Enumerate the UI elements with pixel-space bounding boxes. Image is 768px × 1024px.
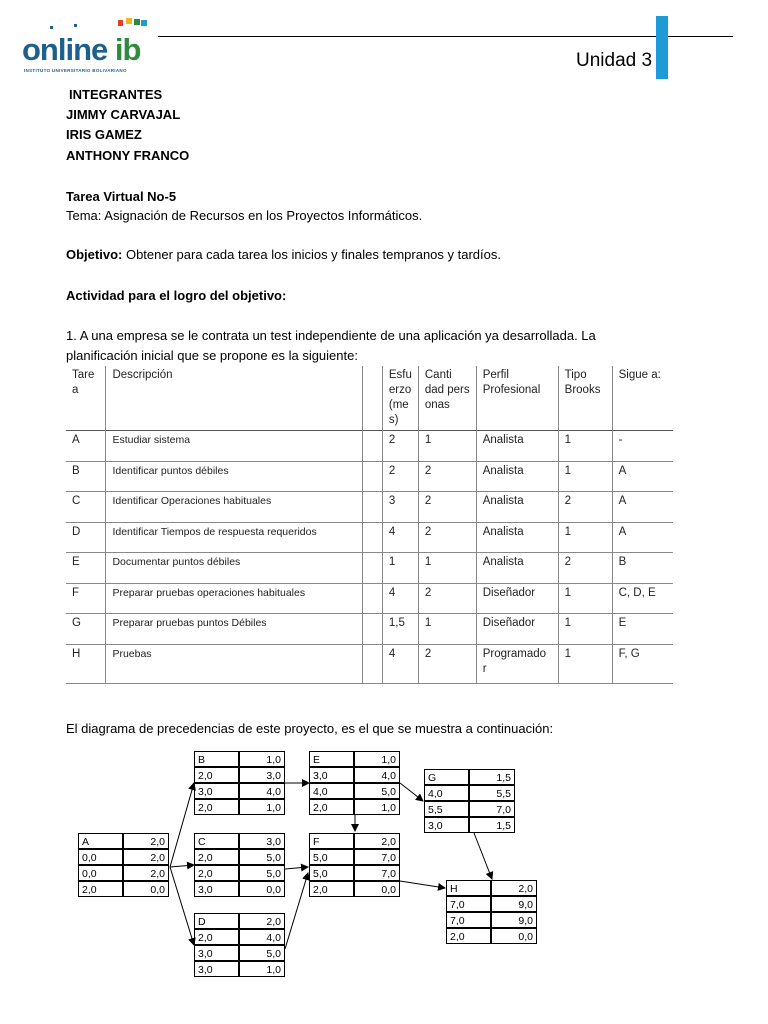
node-cell-dur: 3,0 bbox=[239, 833, 285, 849]
table-cell: 1 bbox=[558, 522, 612, 553]
table-cell: A bbox=[612, 522, 673, 553]
table-cell: Diseñador bbox=[476, 583, 558, 614]
header-cell bbox=[362, 366, 382, 431]
table-row bbox=[66, 553, 673, 584]
table-cell bbox=[362, 614, 382, 645]
table-row bbox=[66, 461, 673, 492]
node-cell-lf: 5,0 bbox=[239, 945, 285, 961]
table-cell: 1 bbox=[558, 614, 612, 645]
table-cell: Pruebas bbox=[106, 644, 362, 683]
table-cell: 1 bbox=[558, 644, 612, 683]
table-cell: 2 bbox=[382, 461, 418, 492]
node-cell-slack: 3,0 bbox=[194, 961, 239, 977]
node-cell-dur: 1,0 bbox=[239, 751, 285, 767]
table-cell: Documentar puntos débiles bbox=[106, 553, 362, 584]
table-cell: G bbox=[72, 617, 81, 629]
node-cell-ls: 3,0 bbox=[194, 945, 239, 961]
table-cell: - bbox=[612, 431, 673, 462]
table-cell: 1 bbox=[418, 614, 476, 645]
table-cell: 1,5 bbox=[382, 614, 418, 645]
table-cell: Preparar pruebas operaciones habituales bbox=[106, 583, 362, 614]
node-cell-id: C bbox=[194, 833, 239, 849]
table-header-row bbox=[66, 366, 673, 431]
node-cell-slack: 2,0 bbox=[194, 799, 239, 815]
task-title: Tarea Virtual No-5 bbox=[66, 189, 177, 204]
table-cell: Estudiar sistema bbox=[106, 431, 362, 462]
table-cell: 4 bbox=[382, 644, 418, 683]
node-cell-f: 0,0 bbox=[239, 881, 285, 897]
node-cell-slack: 2,0 bbox=[309, 799, 354, 815]
table-cell: D bbox=[72, 525, 81, 538]
activity-node-d bbox=[194, 913, 285, 977]
node-cell-ls: 2,0 bbox=[194, 865, 239, 881]
node-cell-ls: 0,0 bbox=[78, 865, 123, 881]
activity-node-a bbox=[78, 833, 169, 897]
table-row bbox=[66, 614, 673, 645]
table-cell: 2 bbox=[558, 492, 612, 523]
activity-node-h bbox=[446, 880, 537, 944]
header-cell: Tipo Brooks bbox=[558, 366, 612, 431]
node-cell-ef: 7,0 bbox=[354, 849, 400, 865]
table-cell: 1 bbox=[382, 553, 418, 584]
table-cell: 4 bbox=[382, 522, 418, 553]
table-cell bbox=[362, 461, 382, 492]
table-cell bbox=[362, 522, 382, 553]
node-cell-dur: 2,0 bbox=[239, 913, 285, 929]
table-cell: 2 bbox=[418, 583, 476, 614]
table-row bbox=[66, 583, 673, 614]
table-cell: C, D, E bbox=[612, 583, 673, 614]
edge-d-f bbox=[285, 873, 308, 949]
node-cell-dur: 1,0 bbox=[354, 751, 400, 767]
node-cell-slack: 3,0 bbox=[424, 817, 469, 833]
table-cell: B bbox=[612, 553, 673, 584]
edge-f-h bbox=[400, 881, 445, 888]
activity-heading: Actividad para el logro del objetivo: bbox=[66, 288, 287, 303]
item1-line2: planificación inicial que se propone es la siguiente: bbox=[66, 348, 358, 363]
member-name: IRIS GAMEZ bbox=[66, 127, 142, 142]
objective-text: Obtener para cada tarea los inicios y finales tempranos y tardíos. bbox=[122, 247, 501, 262]
table-cell: Diseñador bbox=[476, 614, 558, 645]
node-cell-id: E bbox=[309, 751, 354, 767]
table-cell: B bbox=[72, 464, 80, 477]
activity-node-b bbox=[194, 751, 285, 815]
table-cell: 2 bbox=[418, 644, 476, 683]
edge-a-c bbox=[170, 865, 194, 867]
table-cell: Analista bbox=[476, 492, 558, 523]
table-cell: Analista bbox=[476, 553, 558, 584]
node-cell-ef: 5,0 bbox=[239, 849, 285, 865]
activity-node-f bbox=[309, 833, 400, 897]
node-cell-f: 1,0 bbox=[239, 799, 285, 815]
table-cell: Preparar pruebas puntos Débiles bbox=[106, 614, 362, 645]
header-cell: Perfil Profesional bbox=[476, 366, 558, 431]
table-body bbox=[66, 431, 673, 684]
node-cell-ef: 4,0 bbox=[354, 767, 400, 783]
edge-a-b bbox=[170, 783, 194, 867]
members-heading: INTEGRANTES bbox=[69, 87, 163, 102]
table-cell: Analista bbox=[476, 431, 558, 462]
node-cell-id: B bbox=[194, 751, 239, 767]
table-cell: Identificar Tiempos de respuesta requeridos bbox=[106, 522, 362, 553]
node-cell-lf: 2,0 bbox=[123, 865, 169, 881]
table-cell: A bbox=[612, 492, 673, 523]
table-cell: 1 bbox=[418, 553, 476, 584]
node-cell-es: 2,0 bbox=[194, 767, 239, 783]
edge-g-h bbox=[474, 833, 492, 879]
table-cell: 2 bbox=[418, 461, 476, 492]
node-cell-id: A bbox=[78, 833, 123, 849]
table-row bbox=[66, 522, 673, 553]
header-accent-bar bbox=[656, 16, 668, 79]
header-cell: Sigue a: bbox=[612, 366, 673, 431]
node-cell-ef: 9,0 bbox=[491, 896, 537, 912]
node-cell-id: H bbox=[446, 880, 491, 896]
member-name: ANTHONY FRANCO bbox=[66, 148, 190, 163]
header-cell: Tare a bbox=[72, 369, 95, 396]
table-cell: A bbox=[612, 461, 673, 492]
table-cell: F bbox=[72, 586, 80, 599]
objective-paragraph bbox=[66, 247, 501, 263]
header-rule bbox=[158, 36, 733, 37]
item1-line1: 1. A una empresa se le contrata un test independiente de una aplicación ya desarrollada. La bbox=[66, 328, 596, 343]
logo-wordmark: online ib bbox=[22, 32, 141, 67]
node-cell-f: 0,0 bbox=[491, 928, 537, 944]
table-cell: A bbox=[72, 434, 80, 446]
node-cell-lf: 4,0 bbox=[239, 783, 285, 799]
node-cell-id: G bbox=[424, 769, 469, 785]
node-cell-id: F bbox=[309, 833, 354, 849]
institution-logo bbox=[22, 14, 162, 74]
table-cell: 3 bbox=[382, 492, 418, 523]
table-row bbox=[66, 644, 673, 683]
node-cell-ef: 5,5 bbox=[469, 785, 515, 801]
edge-e-g bbox=[400, 783, 423, 801]
table-cell: 1 bbox=[558, 461, 612, 492]
edge-c-f bbox=[285, 867, 308, 869]
node-cell-ls: 3,0 bbox=[194, 783, 239, 799]
node-cell-ef: 3,0 bbox=[239, 767, 285, 783]
table-cell bbox=[362, 431, 382, 462]
node-cell-lf: 5,0 bbox=[354, 783, 400, 799]
table-cell: 4 bbox=[382, 583, 418, 614]
node-cell-es: 5,0 bbox=[309, 849, 354, 865]
node-cell-es: 2,0 bbox=[194, 849, 239, 865]
table-cell: 2 bbox=[558, 553, 612, 584]
node-cell-dur: 2,0 bbox=[123, 833, 169, 849]
node-cell-lf: 7,0 bbox=[354, 865, 400, 881]
node-cell-ef: 4,0 bbox=[239, 929, 285, 945]
node-cell-id: D bbox=[194, 913, 239, 929]
node-cell-ls: 5,0 bbox=[309, 865, 354, 881]
table-cell bbox=[362, 492, 382, 523]
node-cell-f: 1,0 bbox=[354, 799, 400, 815]
node-cell-es: 0,0 bbox=[78, 849, 123, 865]
header-cell: Descripción bbox=[106, 366, 362, 431]
node-cell-slack: 2,0 bbox=[309, 881, 354, 897]
table-cell: 2 bbox=[382, 431, 418, 462]
header-cell: Canti dad pers onas bbox=[418, 366, 476, 431]
node-cell-ls: 4,0 bbox=[309, 783, 354, 799]
node-cell-es: 3,0 bbox=[309, 767, 354, 783]
table-cell: 2 bbox=[418, 492, 476, 523]
node-cell-slack: 2,0 bbox=[78, 881, 123, 897]
node-cell-ls: 7,0 bbox=[446, 912, 491, 928]
table-cell: 1 bbox=[418, 431, 476, 462]
node-cell-dur: 2,0 bbox=[491, 880, 537, 896]
table-cell bbox=[362, 553, 382, 584]
node-cell-dur: 2,0 bbox=[354, 833, 400, 849]
table-cell: 1 bbox=[558, 583, 612, 614]
node-cell-es: 2,0 bbox=[194, 929, 239, 945]
unit-label: Unidad 3 bbox=[576, 50, 653, 71]
table-cell: Analista bbox=[476, 461, 558, 492]
node-cell-slack: 3,0 bbox=[194, 881, 239, 897]
table-cell: 1 bbox=[558, 431, 612, 462]
table-cell: Analista bbox=[476, 522, 558, 553]
node-cell-ef: 2,0 bbox=[123, 849, 169, 865]
table-cell: Programado r bbox=[476, 644, 558, 683]
table-cell bbox=[362, 583, 382, 614]
node-cell-f: 1,0 bbox=[239, 961, 285, 977]
edge-a-d bbox=[170, 867, 194, 945]
activity-node-g bbox=[424, 769, 515, 833]
node-cell-lf: 5,0 bbox=[239, 865, 285, 881]
node-cell-dur: 1,5 bbox=[469, 769, 515, 785]
table-cell: 2 bbox=[418, 522, 476, 553]
table-cell: C bbox=[72, 495, 81, 507]
diagram-intro: El diagrama de precedencias de este proyecto, es el que se muestra a continuación: bbox=[66, 721, 554, 736]
activity-node-e bbox=[309, 751, 400, 815]
table-cell: H bbox=[72, 647, 81, 660]
node-cell-f: 1,5 bbox=[469, 817, 515, 833]
precedence-diagram bbox=[0, 745, 768, 1024]
node-cell-es: 4,0 bbox=[424, 785, 469, 801]
node-cell-es: 7,0 bbox=[446, 896, 491, 912]
node-cell-lf: 7,0 bbox=[469, 801, 515, 817]
node-cell-f: 0,0 bbox=[354, 881, 400, 897]
member-name: JIMMY CARVAJAL bbox=[66, 107, 181, 122]
activity-node-c bbox=[194, 833, 285, 897]
node-cell-lf: 9,0 bbox=[491, 912, 537, 928]
table-row bbox=[66, 492, 673, 523]
table-cell: Identificar puntos débiles bbox=[106, 461, 362, 492]
tasks-table bbox=[66, 366, 673, 684]
table-cell bbox=[362, 644, 382, 683]
logo-subtitle: INSTITUTO UNIVERSITARIO BOLIVARIANO bbox=[24, 68, 127, 73]
task-theme: Tema: Asignación de Recursos en los Proyectos Informáticos. bbox=[66, 208, 423, 223]
node-cell-ls: 5,5 bbox=[424, 801, 469, 817]
table-cell: E bbox=[72, 556, 80, 568]
table-row bbox=[66, 431, 673, 462]
objective-label: Objetivo: bbox=[66, 247, 123, 262]
table-cell: Identificar Operaciones habituales bbox=[106, 492, 362, 523]
node-cell-slack: 2,0 bbox=[446, 928, 491, 944]
table-cell: E bbox=[612, 614, 673, 645]
header-cell: Esfu erzo (me s) bbox=[382, 366, 418, 431]
table-cell: F, G bbox=[612, 644, 673, 683]
node-cell-f: 0,0 bbox=[123, 881, 169, 897]
